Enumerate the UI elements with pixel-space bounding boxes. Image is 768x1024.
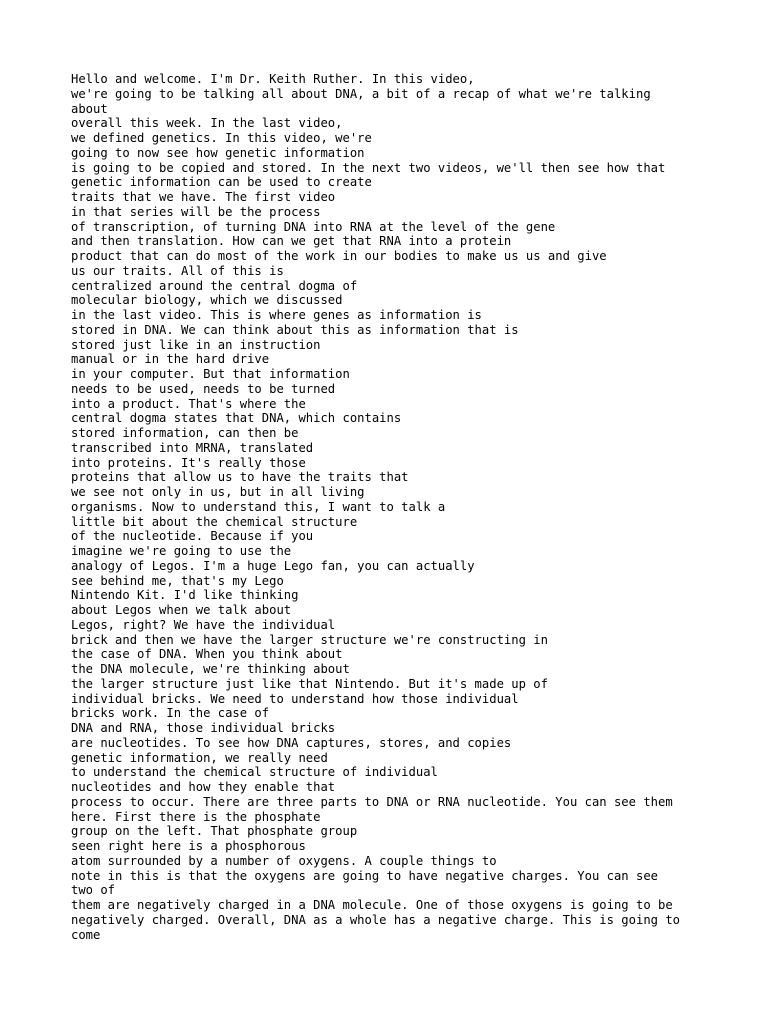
transcript-line: negatively charged. Overall, DNA as a whole has a negative charge. This is going to — [71, 912, 681, 927]
transcript-line: nucleotides and how they enable that — [71, 780, 336, 794]
transcript-line: genetic information can be used to create — [71, 175, 372, 190]
transcript-line: come — [71, 927, 101, 942]
transcript-line: product that can do most of the work in our bodies to make us us and give — [71, 249, 607, 263]
transcript-line: the larger structure just like that Nintendo. But it's made up of — [71, 676, 548, 691]
transcript-line: in your computer. But that information — [71, 367, 350, 381]
transcript-line: into a product. That's where the — [71, 396, 306, 411]
transcript-line: and then translation. How can we get that RNA into a protein — [71, 234, 512, 249]
transcript-line: organisms. Now to understand this, I want to talk a — [71, 499, 446, 514]
transcript-line: of transcription, of turning DNA into RNA at the level of the gene — [71, 219, 556, 234]
transcript-line: about — [71, 101, 108, 116]
transcript-line: centralized around the central dogma of — [71, 278, 358, 293]
transcript-line: central dogma states that DNA, which contains — [71, 411, 402, 426]
transcript-line: transcribed into MRNA, translated — [71, 440, 314, 455]
transcript-line: to understand the chemical structure of individual — [71, 765, 438, 780]
transcript-line: is going to be copied and stored. In the next two videos, we'll then see how that — [71, 160, 666, 175]
transcript-line: overall this week. In the last video, — [71, 116, 343, 131]
transcript-line: two of — [71, 883, 116, 898]
transcript-line: genetic information, we really need — [71, 750, 328, 765]
transcript-line: us our traits. All of this is — [71, 263, 284, 278]
transcript-line: imagine we're going to use the — [71, 544, 292, 558]
transcript-line: process to occur. There are three parts to DNA or RNA nucleotide. You can see them — [71, 794, 673, 809]
transcript-line: bricks work. In the case of — [71, 706, 270, 721]
transcript-line: Legos, right? We have the individual — [71, 617, 336, 632]
transcript-line: of the nucleotide. Because if you — [71, 529, 314, 544]
transcript-line: brick and then we have the larger structure we're constructing in — [71, 632, 548, 647]
transcript-line: see behind me, that's my Lego — [71, 573, 284, 588]
transcript-line: them are negatively charged in a DNA molecule. One of those oxygens is going to be — [71, 898, 673, 912]
transcript-line: here. First there is the phosphate — [71, 809, 321, 824]
transcript-line: in that series will be the process — [71, 204, 321, 219]
transcript-line: we see not only in us, but in all living — [71, 485, 365, 499]
transcript-line: little bit about the chemical structure — [71, 514, 358, 529]
transcript-line: traits that we have. The first video — [71, 190, 336, 204]
transcript-line: needs to be used, needs to be turned — [71, 381, 336, 396]
transcript-line: proteins that allow us to have the traits that — [71, 470, 409, 485]
transcript-line: going to now see how genetic information — [71, 145, 365, 160]
transcript-line: manual or in the hard drive — [71, 352, 270, 367]
transcript-line: stored just like in an instruction — [71, 337, 321, 352]
transcript-line: are nucleotides. To see how DNA captures, stores, and copies — [71, 735, 512, 750]
transcript-line: group on the left. That phosphate group — [71, 824, 358, 839]
transcript-line: into proteins. It's really those — [71, 455, 306, 470]
transcript-line: individual bricks. We need to understand how those individual — [71, 691, 519, 706]
transcript-line: the case of DNA. When you think about — [71, 647, 343, 662]
transcript-line: about Legos when we talk about — [71, 603, 292, 617]
transcript-line: DNA and RNA, those individual bricks — [71, 721, 336, 735]
transcript-line: stored information, can then be — [71, 426, 299, 440]
transcript-line: note in this is that the oxygens are going to have negative charges. You can see — [71, 868, 658, 883]
transcript-line: stored in DNA. We can think about this as information that is — [71, 322, 519, 337]
transcript-line: Nintendo Kit. I'd like thinking — [71, 588, 299, 603]
transcript-line: seen right here is a phosphorous — [71, 839, 306, 853]
transcript-line: the DNA molecule, we're thinking about — [71, 662, 350, 676]
transcript-line: we defined genetics. In this video, we're — [71, 131, 372, 145]
transcript-line: molecular biology, which we discussed — [71, 293, 343, 308]
transcript-line: atom surrounded by a number of oxygens. A couple things to — [71, 853, 497, 868]
transcript-page — [71, 72, 731, 942]
transcript-line: we're going to be talking all about DNA, a bit of a recap of what we're talking — [71, 86, 651, 101]
transcript-line: analogy of Legos. I'm a huge Lego fan, you can actually — [71, 558, 475, 573]
transcript-line: in the last video. This is where genes as information is — [71, 308, 482, 322]
transcript-line: Hello and welcome. I'm Dr. Keith Ruther. In this video, — [71, 72, 475, 86]
